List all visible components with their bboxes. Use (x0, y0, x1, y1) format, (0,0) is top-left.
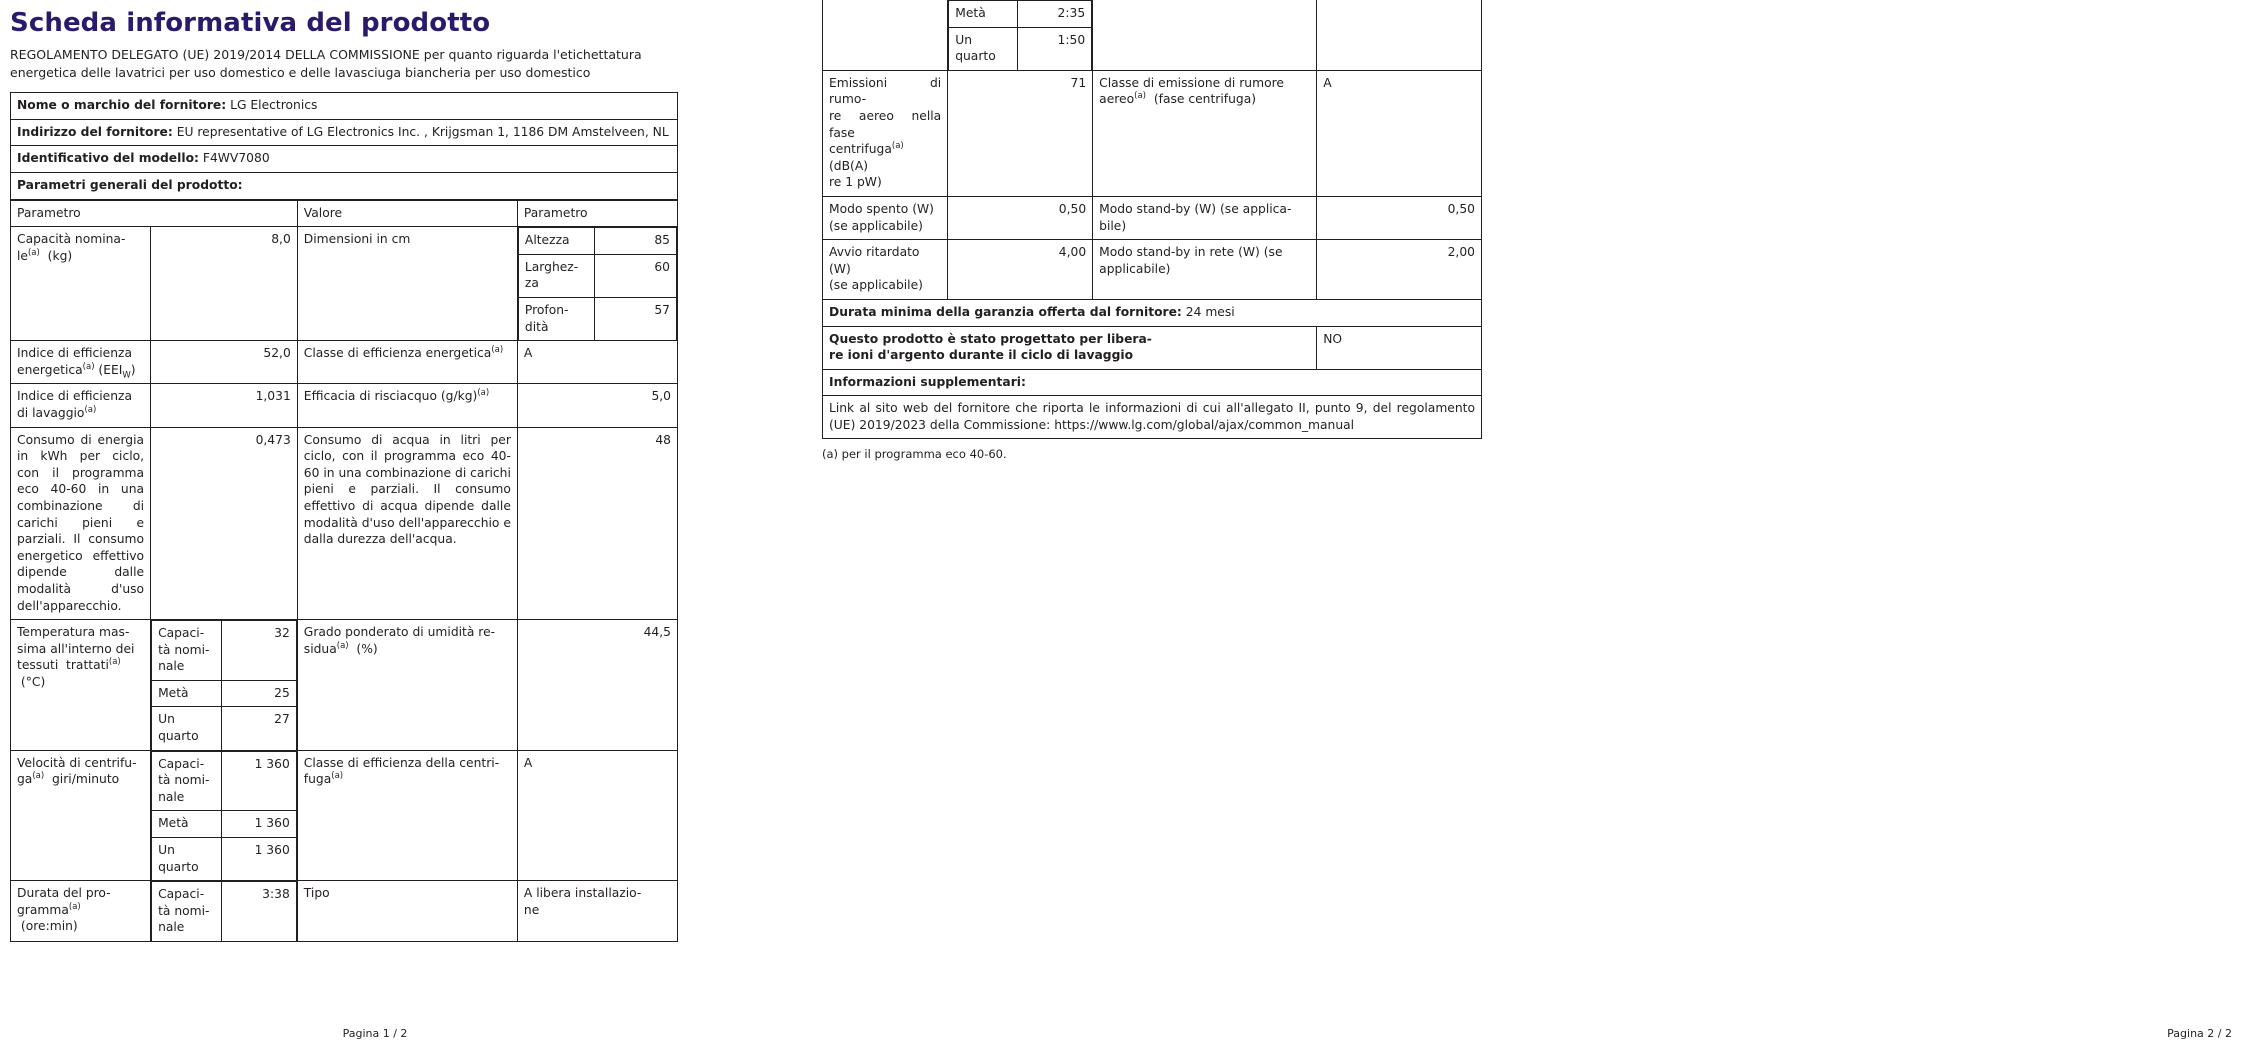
additional-info-text: Link al sito web del fornitore che riporta le informazioni di cui all'allegato II, punto 9, del regolamento (UE) 2019/2023 della Commissione: https://www.lg.com/global/ajax/common_manual (823, 396, 1482, 439)
capacity-row (11, 227, 678, 341)
energy-consumption-row (11, 427, 678, 620)
supplier-name-row (11, 93, 678, 120)
temp-full-value: 32 (221, 621, 296, 681)
spin-half-value: 1 360 (221, 811, 296, 838)
duration-label: Durata del pro- gramma$^{(a)}$ (ore:min) (11, 881, 151, 942)
supplier-address-cell (11, 119, 678, 146)
duration-quarter-value: 1:50 (1017, 27, 1091, 70)
spin-half-row (152, 811, 297, 838)
duration-full-label: Capaci- tà nomi- nale (152, 882, 221, 941)
additional-info-row (823, 396, 1482, 439)
col-param-1: Parametro (11, 200, 298, 227)
temp-quarter-row (152, 707, 297, 750)
temp-full-label: Capaci- tà nomi- nale (152, 621, 221, 681)
additional-info-header: Informazioni supplementari: (823, 369, 1482, 396)
temp-half-value: 25 (221, 680, 296, 707)
spin-class-value: A (517, 750, 677, 881)
depth-row (518, 298, 676, 341)
duration-subtable-cell-cont (948, 0, 1093, 70)
energy-class-value: A (517, 341, 677, 384)
moisture-label: Grado ponderato di umidità re- sidua$^{(a)}$ (%) (297, 620, 517, 751)
noise-class-value: A (1317, 70, 1482, 196)
silver-ions-text: NO (1323, 331, 1343, 346)
delay-start-value: 4,00 (948, 240, 1093, 300)
warranty-row (823, 299, 1482, 326)
wash-efficiency-row (11, 384, 678, 427)
width-label: Larghez- za (518, 254, 594, 297)
temp-subtable-cell (151, 620, 298, 751)
temp-quarter-value: 27 (221, 707, 296, 750)
duration-label-cont (823, 0, 948, 70)
capacity-value: 8,0 (151, 227, 298, 341)
spin-quarter-label: Un quarto (152, 838, 221, 881)
page-2-footer: Pagina 2 / 2 (2167, 1027, 2232, 1040)
table-header-row (11, 200, 678, 227)
spin-quarter-value: 1 360 (221, 838, 296, 881)
eei-label: Indice di efficienza energetica$^{(a)}$ $(EEI_W)$ (11, 341, 151, 384)
spin-class-label: Classe di efficienza della centri- fuga$^{(a)}$ (297, 750, 517, 881)
energy-class-label: Classe di efficienza energetica$^{(a)}$ (297, 341, 517, 384)
temp-quarter-label: Un quarto (152, 707, 221, 750)
noise-class-label: Classe di emissione di rumore aereo$^{(a)}$ (fase centrifuga) (1093, 70, 1317, 196)
delay-start-label: Avvio ritardato (W) (se applicabile) (823, 240, 948, 300)
standby-value: 0,50 (1317, 196, 1482, 239)
off-mode-label: Modo spento (W) (se applicabile) (823, 196, 948, 239)
wash-eff-value: 1,031 (151, 384, 298, 427)
type-value: A libera installazio- ne (517, 881, 677, 942)
network-standby-value: 2,00 (1317, 240, 1482, 300)
supplier-address-row (11, 119, 678, 146)
supplier-address-label: Indirizzo del fornitore: (17, 124, 173, 139)
duration-subtable-cell (151, 881, 298, 942)
supplier-name-cell (11, 93, 678, 120)
spin-quarter-row (152, 838, 297, 881)
depth-label: Profon- dità (518, 298, 594, 341)
general-params-header: Parametri generali del prodotto: (11, 173, 678, 200)
duration-row (11, 881, 678, 942)
duration-half-value: 2:35 (1017, 1, 1091, 28)
spin-speed-row (11, 750, 678, 881)
spin-full-row (152, 751, 297, 811)
duration-continued-row (823, 0, 1482, 70)
model-cell (11, 146, 678, 173)
eei-value: 52,0 (151, 341, 298, 384)
warranty-cell (823, 299, 1482, 326)
type-label-cont (1093, 0, 1317, 70)
footnote: (a) per il programma eco 40-60. (822, 447, 1007, 462)
eei-row (11, 341, 678, 384)
supplier-name-label: Nome o marchio del fornitore: (17, 98, 227, 113)
page-1-footer: Pagina 1 / 2 (342, 1027, 408, 1040)
wash-eff-label: Indice di efficienza di lavaggio$^{(a)}$ (11, 384, 151, 427)
duration-subtable (151, 881, 297, 941)
rinse-label: Efficacia di risciacquo $(g/kg)^{(a)}$ (297, 384, 517, 427)
col-value-1: Valore (297, 200, 517, 227)
height-label: Altezza (518, 228, 594, 255)
noise-label: Emissioni di rumo- re aereo nella fase centrifuga$^{(a)}$ (dB(A) re 1 pW) (823, 70, 948, 196)
water-cons-label: Consumo di acqua in litri per ciclo, con il programma eco 40-60 in una combinazione di carichi pieni e parziali. Il consumo effettivo di acqua dipende dalle modalità d'uso dell'apparecchio e dalla durezza dell'acqua. (297, 427, 517, 620)
type-label: Tipo (297, 881, 517, 942)
product-params-table (10, 200, 678, 942)
duration-full-row (152, 882, 297, 941)
model-label: Identificativo del modello: (17, 151, 199, 166)
duration-subtable-cont (948, 0, 1092, 70)
capacity-label: Capacità nomina- $le^{(a)}$ (kg) (11, 227, 151, 341)
temp-subtable (151, 620, 297, 750)
warranty-label: Durata minima della garanzia offerta dal fornitore: (829, 304, 1182, 319)
duration-full-value: 3:38 (221, 882, 296, 941)
regulation-intro: REGOLAMENTO DELEGATO (UE) 2019/2014 DELLA COMMISSIONE per quanto riguarda l'etichettatura energetica delle lavatrici per uso domestico e delle lavasciuga biancheria per uso domestico (10, 47, 642, 81)
off-mode-row (823, 196, 1482, 239)
temp-label: Temperatura mas- sima all'interno dei tessuti trattati$^{(a)}$ (°C) (11, 620, 151, 751)
model-value: F4WV7080 (202, 151, 270, 166)
duration-quarter-label: Un quarto (949, 27, 1018, 70)
dimensions-subtable-cell (517, 227, 677, 341)
page-2 (750, 0, 2232, 1050)
rinse-value: 5,0 (517, 384, 677, 427)
spin-subtable-cell (151, 750, 298, 881)
noise-row (823, 70, 1482, 196)
warranty-value: 24 mesi (1185, 304, 1235, 319)
height-value: 85 (594, 228, 676, 255)
depth-value: 57 (594, 298, 676, 341)
moisture-value: 44,5 (517, 620, 677, 751)
width-value: 60 (594, 254, 676, 297)
energy-cons-label: Consumo di energia in kWh per ciclo, con il programma eco 40-60 in una combinazione di carichi pieni e parziali. Il consumo energetico effettivo dipende dalle modalità d'uso dell'apparecchio. (11, 427, 151, 620)
standby-label: Modo stand-by (W) (se applica- bile) (1093, 196, 1317, 239)
col-param-2: Parametro (517, 200, 677, 227)
supplier-address-value: EU representative of LG Electronics Inc. , Krijgsman 1, 1186 DM Amstelveen, NL (176, 124, 669, 139)
type-value-cont (1317, 0, 1482, 70)
width-row (518, 254, 676, 297)
spin-half-label: Metà (152, 811, 221, 838)
duration-quarter-row (949, 27, 1092, 70)
temperature-row (11, 620, 678, 751)
silver-ions-row (823, 326, 1482, 369)
supplier-info-table (10, 92, 678, 199)
model-row (11, 146, 678, 173)
off-mode-value: 0,50 (948, 196, 1093, 239)
noise-value: 71 (948, 70, 1093, 196)
energy-cons-value: 0,473 (151, 427, 298, 620)
dimensions-label: Dimensioni in cm (297, 227, 517, 341)
network-standby-label: Modo stand-by in rete (W) (se applicabile) (1093, 240, 1317, 300)
general-params-row (11, 173, 678, 200)
delay-start-row (823, 240, 1482, 300)
dimensions-subtable (518, 227, 677, 340)
spin-label: Velocità di centrifu- $ga^{(a)}$ giri/minuto (11, 750, 151, 881)
silver-ions-value (1317, 326, 1482, 369)
temp-half-row (152, 680, 297, 707)
temp-half-label: Metà (152, 680, 221, 707)
spin-full-label: Capaci- tà nomi- nale (152, 751, 221, 811)
product-params-table-cont (822, 0, 1482, 439)
duration-half-row (949, 1, 1092, 28)
page-title: Scheda informativa del prodotto (10, 8, 491, 38)
page-1 (0, 0, 750, 1050)
silver-ions-label: Questo prodotto è stato progettato per libera- re ioni d'argento durante il ciclo di lavaggio (823, 326, 1317, 369)
height-row (518, 228, 676, 255)
duration-half-label: Metà (949, 1, 1018, 28)
supplier-name-value: LG Electronics (230, 98, 318, 113)
additional-info-header-row (823, 369, 1482, 396)
water-cons-value: 48 (517, 427, 677, 620)
spin-full-value: 1 360 (221, 751, 296, 811)
spin-subtable (151, 751, 297, 881)
temp-full-row (152, 621, 297, 681)
